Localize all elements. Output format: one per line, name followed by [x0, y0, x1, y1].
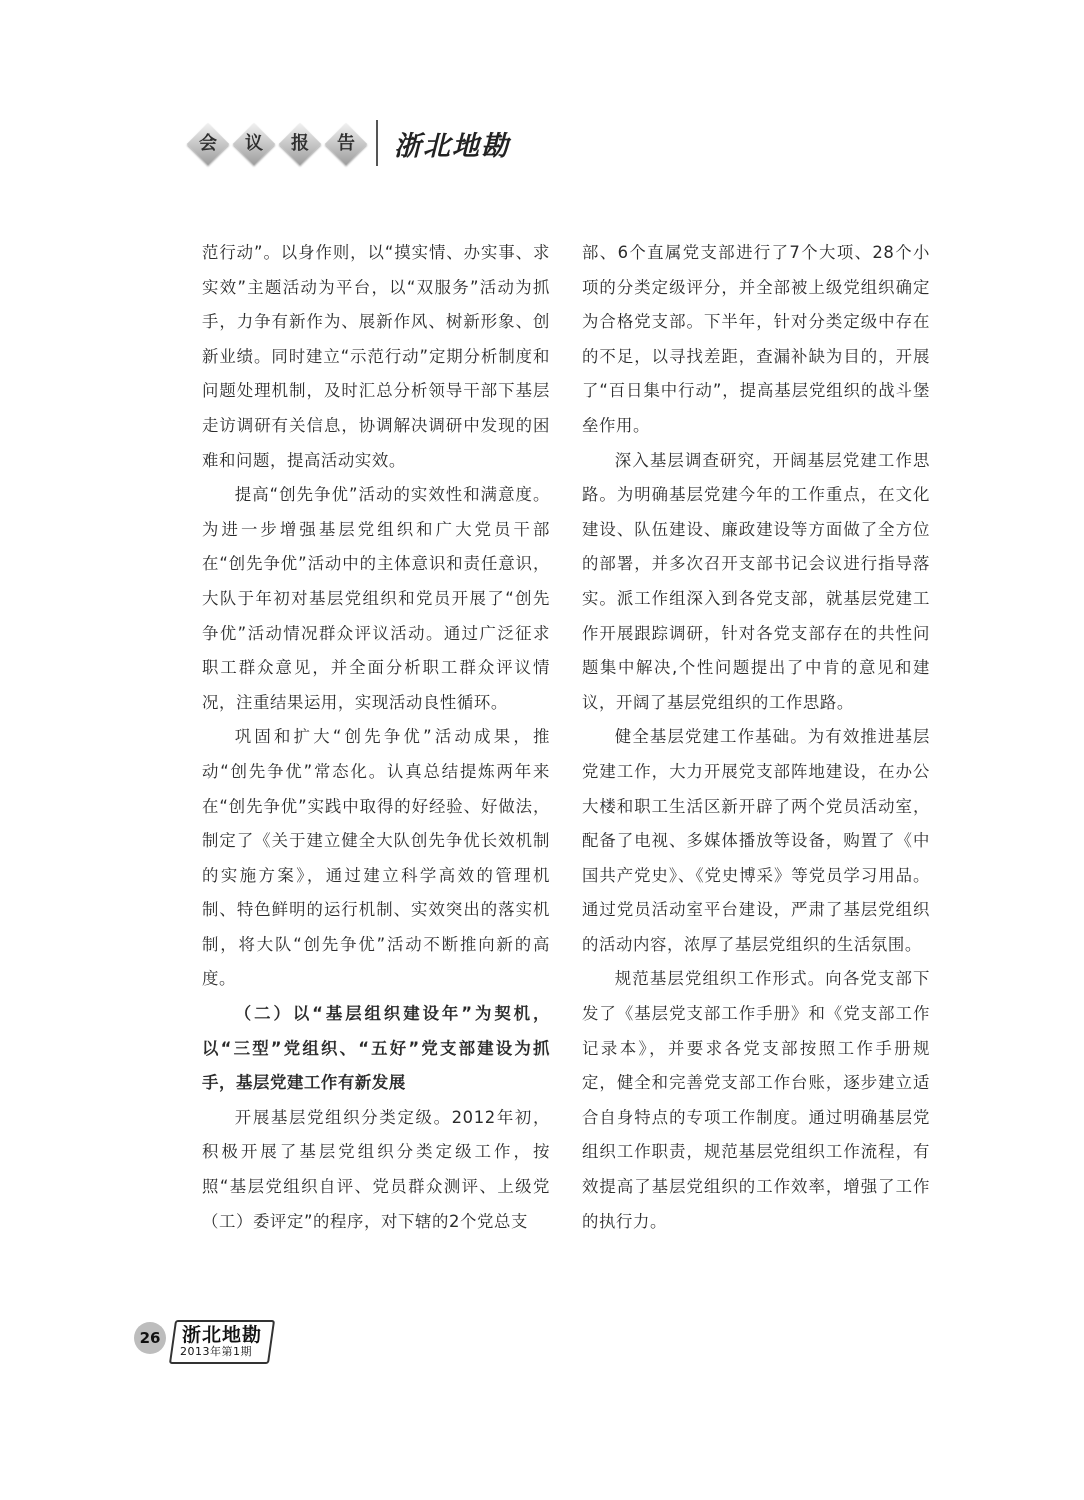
- paragraph: 规范基层党组织工作形式。向各党支部下发了《基层党支部工作手册》和《党支部工作记录本》，并要求各党支部按照工作手册规定，健全和完善党支部工作台账，逐步建立适合自身特点的专项工作制度。通过明确基层党组织工作职责，规范基层党组织工作流程，有效提高了基层党组织的工作效率，增强了工作的执行力。: [582, 969, 930, 1231]
- section-diamond: [280, 124, 320, 164]
- paragraph: 健全基层党建工作基础。为有效推进基层党建工作，大力开展党支部阵地建设，在办公大楼和职工生活区新开辟了两个党员活动室，配备了电视、多媒体播放等设备，购置了《中国共产党史》、《党史博采》等党员学习用品。通过党员活动室平台建设，严肃了基层党组织的活动内容，浓厚了基层党组织的生活氛围。: [582, 727, 930, 954]
- paragraph: 部、6个直属党支部进行了7个大项、28个小项的分类定级评分，并全部被上级党组织确定为合格党支部。下半年，针对分类定级中存在的不足，以寻找差距，查漏补缺为目的，开展了“百日集中行动”，提高基层党组织的战斗堡垒作用。: [582, 243, 930, 435]
- section-char: 会: [199, 133, 217, 154]
- section-diamond: [326, 124, 366, 164]
- section-char: 告: [337, 133, 355, 154]
- section-char: 报: [291, 133, 309, 154]
- page-number: 26: [134, 1322, 166, 1354]
- magazine-title: 浙北地勘: [182, 1324, 263, 1346]
- section-diamond: [234, 124, 274, 164]
- paragraph: 深入基层调查研究，开阔基层党建工作思路。为明确基层党建今年的工作重点，在文化建设、队伍建设、廉政建设等方面做了全方位的部署，并多次召开支部书记会议进行指导落实。派工作组深入到各党支部，就基层党建工作开展跟踪调研，针对各党支部存在的共性问题集中解决,个性问题提出了中肯的意见和建议，开阔了基层党组织的工作思路。: [582, 450, 930, 712]
- section-heading: （二）以“基层组织建设年”为契机，以“三型”党组织、“五好”党支部建设为抓手，基层党建工作有新发展: [202, 1004, 550, 1093]
- paragraph: 开展基层党组织分类定级。2012年初，积极开展了基层党组织分类定级工作，按照“基层党组织自评、党员群众测评、上级党（工）委评定”的程序，对下辖的2个党总支: [202, 1107, 550, 1231]
- paragraph: 范行动”。以身作则，以“摸实情、办实事、求实效”主题活动为平台，以“双服务”活动为抓手，力争有新作为、展新作风、树新形象、创新业绩。同时建立“示范行动”定期分析制度和问题处理机制，及时汇总分析领导干部下基层走访调研有关信息，协调解决调研中发现的困难和问题，提高活动实效。: [202, 243, 550, 470]
- section-diamond: [188, 124, 228, 164]
- page-footer: [134, 1318, 284, 1366]
- issue-label: 2013年第1期: [180, 1345, 252, 1358]
- paragraph: 巩固和扩大“创先争优”活动成果，推动“创先争优”常态化。认真总结提炼两年来在“创先争优”实践中取得的好经验、好做法，制定了《关于建立健全大队创先争优长效机制的实施方案》，通过建立科学高效的管理机制、特色鲜明的运行机制、实效突出的落实机制，将大队“创先争优”活动不断推向新的高度。: [202, 727, 550, 989]
- left-column: [202, 236, 550, 1239]
- section-char: 议: [245, 133, 263, 154]
- section-header: [188, 118, 528, 170]
- paragraph: 提高“创先争优”活动的实效性和满意度。为进一步增强基层党组织和广大党员干部在“创先争优”活动中的主体意识和责任意识，大队于年初对基层党组织和党员开展了“创先争优”活动情况群众评议活动。通过广泛征求职工群众意见，并全面分析职工群众评议情况，注重结果运用，实现活动良性循环。: [202, 485, 550, 712]
- right-column: [582, 236, 930, 1239]
- header-brand: 浙北地勘: [394, 131, 510, 162]
- header-divider: [376, 120, 378, 166]
